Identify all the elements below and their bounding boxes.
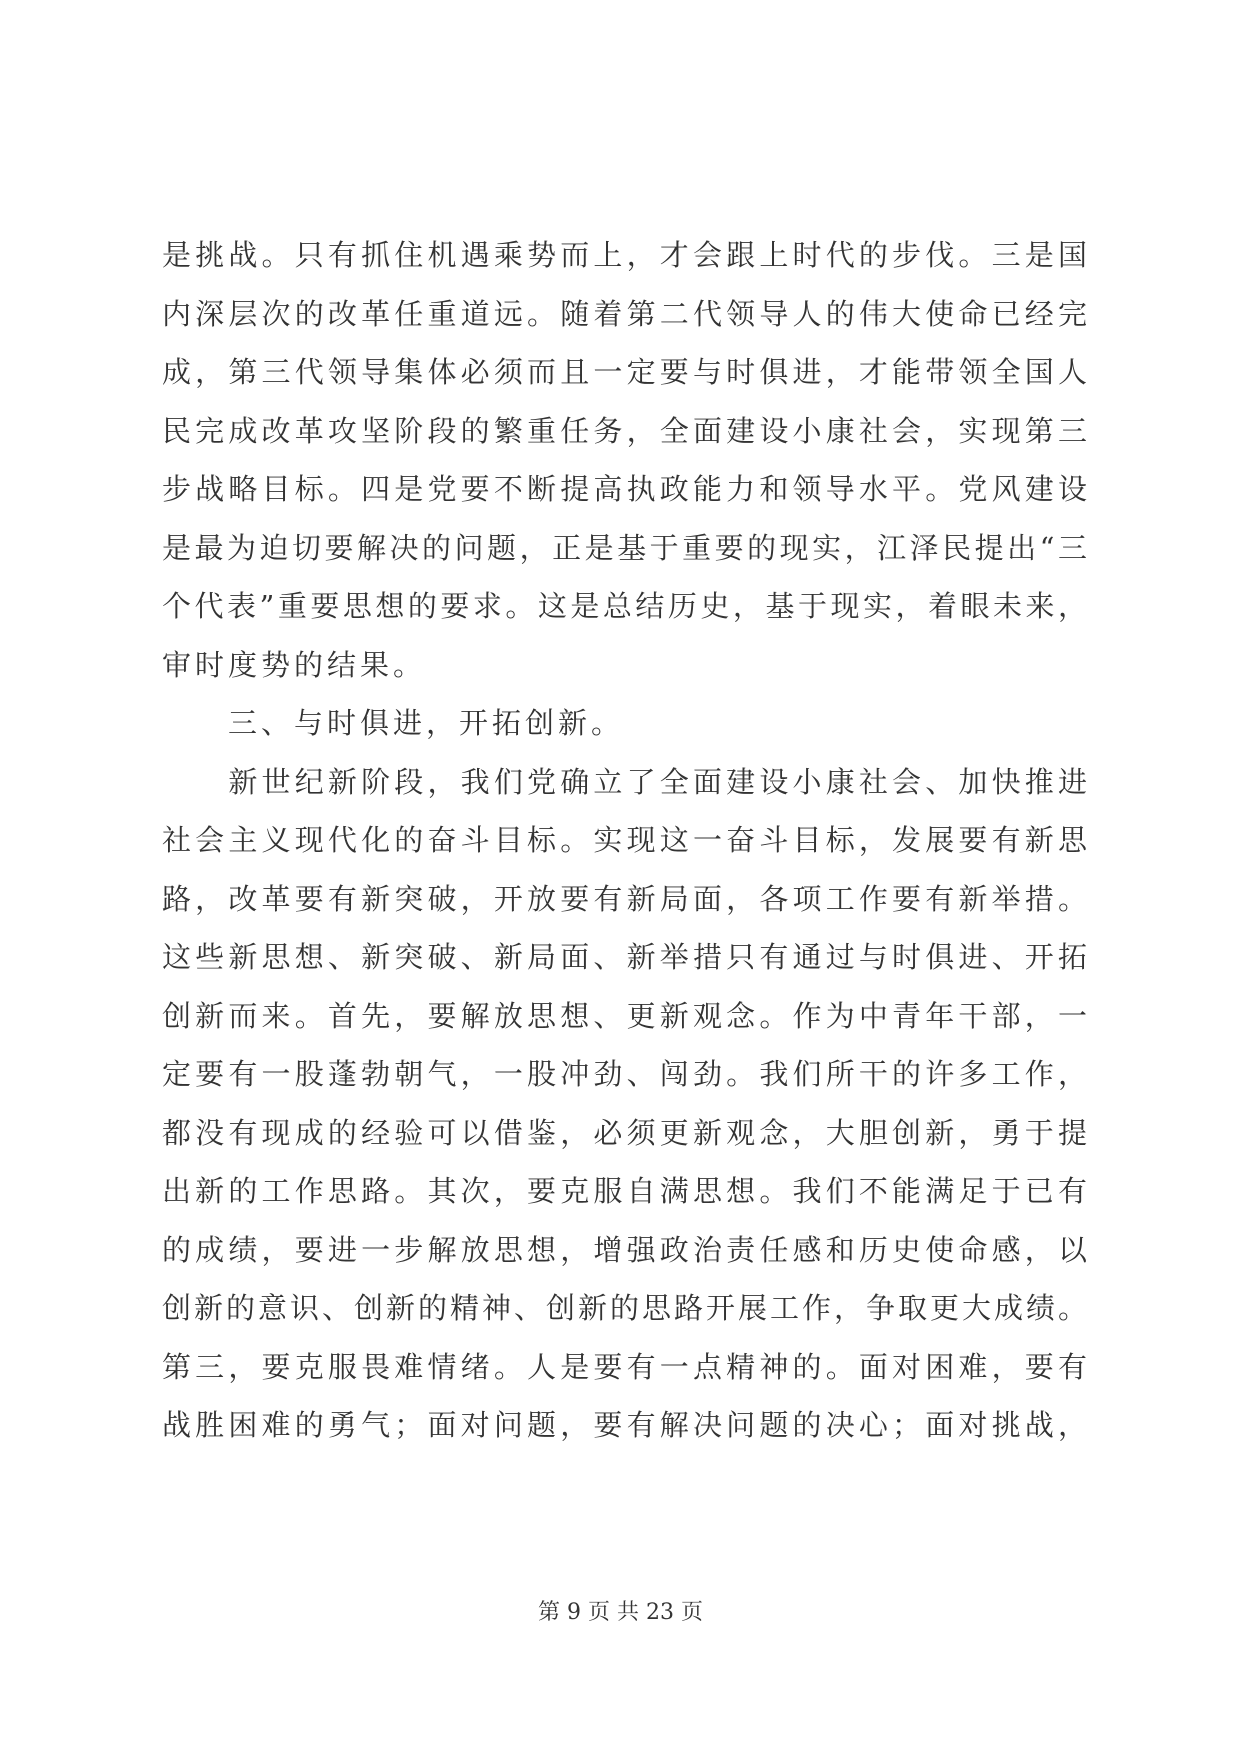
text-line: 创新而来。首先，要解放思想、更新观念。作为中青年干部，一 bbox=[162, 998, 1087, 1033]
body-text bbox=[162, 226, 1087, 1455]
page-number-footer: 第 9 页 共 23 页 bbox=[538, 1600, 703, 1625]
text-line: 路，改革要有新突破，开放要有新局面，各项工作要有新举措。 bbox=[162, 881, 1087, 916]
text-line: 是挑战。只有抓住机遇乘势而上，才会跟上时代的步伐。三是国 bbox=[162, 238, 1087, 272]
text-line: 社会主义现代化的奋斗目标。实现这一奋斗目标，发展要有新思 bbox=[162, 823, 1087, 857]
text-line: 新世纪新阶段，我们党确立了全面建设小康社会、加快推进 bbox=[162, 764, 1087, 799]
text-line: 都没有现成的经验可以借鉴，必须更新观念，大胆创新，勇于提 bbox=[162, 1115, 1087, 1150]
text-line: 创新的意识、创新的精神、创新的思路开展工作，争取更大成绩。 bbox=[162, 1291, 1087, 1325]
text-line: 是最为迫切要解决的问题，正是基于重要的现实，江泽民提出“三 bbox=[162, 530, 1087, 565]
text-line: 第三，要克服畏难情绪。人是要有一点精神的。面对困难，要有 bbox=[162, 1349, 1087, 1384]
text-line: 审时度势的结果。 bbox=[162, 647, 427, 682]
text-line: 步战略目标。四是党要不断提高执政能力和领导水平。党风建设 bbox=[162, 472, 1087, 506]
text-line: 出新的工作思路。其次，要克服自满思想。我们不能满足于已有 bbox=[162, 1174, 1087, 1208]
text-line: 民完成改革攻坚阶段的繁重任务，全面建设小康社会，实现第三 bbox=[162, 413, 1087, 448]
text-line: 定要有一股蓬勃朝气，一股冲劲、闯劲。我们所干的许多工作， bbox=[162, 1057, 1087, 1091]
text-line: 成，第三代领导集体必须而且一定要与时俱进，才能带领全国人 bbox=[162, 355, 1087, 389]
text-line: 战胜困难的勇气；面对问题，要有解决问题的决心；面对挑战， bbox=[162, 1408, 1087, 1442]
text-line: 的成绩，要进一步解放思想，增强政治责任感和历史使命感，以 bbox=[162, 1232, 1087, 1267]
section-heading: 三、与时俱进，开拓创新。 bbox=[162, 706, 625, 740]
text-line: 这些新思想、新突破、新局面、新举措只有通过与时俱进、开拓 bbox=[162, 940, 1087, 974]
text-line: 个代表”重要思想的要求。这是总结历史，基于现实，着眼未来， bbox=[162, 589, 1087, 623]
text-line: 内深层次的改革任重道远。随着第二代领导人的伟大使命已经完 bbox=[162, 296, 1087, 331]
